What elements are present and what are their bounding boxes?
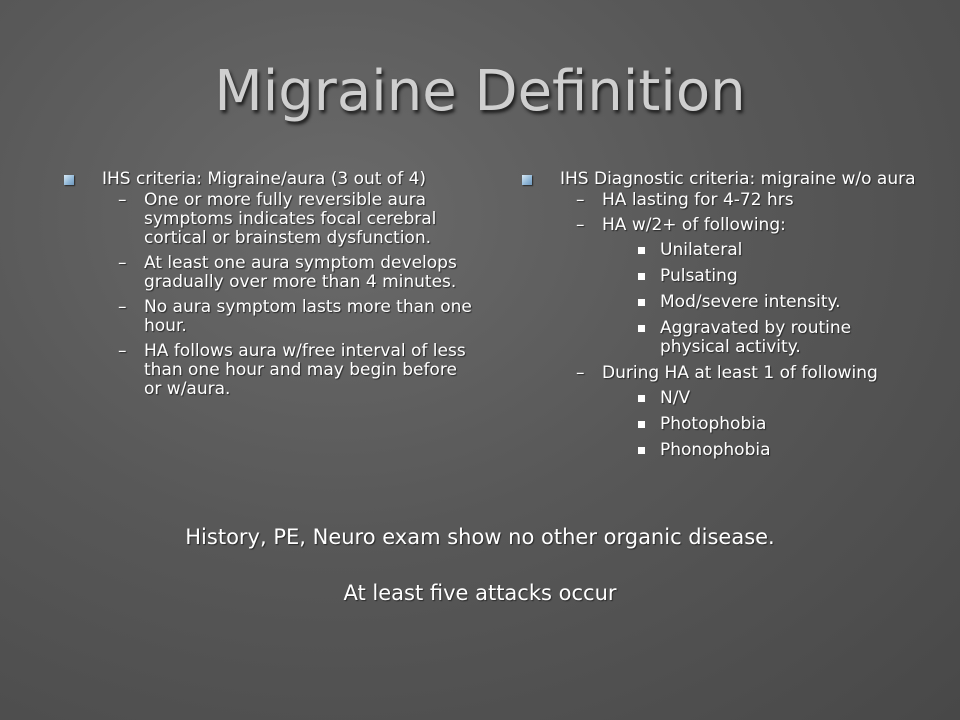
list-item-text: Photophobia <box>660 414 767 434</box>
list-item-text: Pulsating <box>660 266 738 286</box>
dash-bullet-icon: – <box>576 190 585 210</box>
right-sub-list <box>560 191 920 460</box>
right-heading: IHS Diagnostic criteria: migraine w/o aura <box>560 169 916 189</box>
footer-line-attacks: At least five attacks occur <box>343 581 617 605</box>
left-column <box>62 170 472 405</box>
list-item-text: HA lasting for 4-72 hrs <box>602 190 794 210</box>
dash-bullet-icon: – <box>118 190 127 210</box>
right-column <box>520 170 920 467</box>
dash-bullet-icon: – <box>576 215 585 235</box>
left-heading: IHS criteria: Migraine/aura (3 out of 4) <box>102 169 427 189</box>
list-item <box>602 293 920 312</box>
dash-bullet-icon: – <box>118 253 127 273</box>
left-sub-list <box>102 191 472 399</box>
list-item-text: HA follows aura w/free interval of less than one hour and may begin before or w/aura. <box>144 341 466 399</box>
small-square-bullet-icon <box>638 299 645 306</box>
list-item <box>602 389 920 408</box>
small-square-bullet-icon <box>638 247 645 254</box>
square-bullet-icon <box>522 175 532 185</box>
list-item <box>102 342 472 399</box>
square-bullet-icon <box>64 175 74 185</box>
small-square-bullet-icon <box>638 421 645 428</box>
list-item-text: At least one aura symptom develops gradually over more than 4 minutes. <box>144 253 457 292</box>
dash-bullet-icon: – <box>576 363 585 383</box>
list-item-text: One or more fully reversible aura symptoms indicates focal cerebral cortical or brainstem dysfunction. <box>144 190 437 248</box>
list-item-text: No aura symptom lasts more than one hour. <box>144 297 472 336</box>
list-item <box>102 254 472 292</box>
left-heading-item <box>62 170 472 399</box>
small-square-bullet-icon <box>638 325 645 332</box>
slide-title: Migraine Definition <box>214 59 746 124</box>
list-item <box>602 241 920 260</box>
list-item <box>602 319 920 357</box>
list-item <box>102 191 472 248</box>
list-item-text: During HA at least 1 of following <box>602 363 878 383</box>
list-item-text: HA w/2+ of following: <box>602 215 786 235</box>
list-item <box>602 441 920 460</box>
list-item-text: Unilateral <box>660 240 743 260</box>
dash-bullet-icon: – <box>118 341 127 361</box>
list-item <box>560 364 920 460</box>
list-item <box>602 267 920 286</box>
list-item <box>560 216 920 357</box>
list-item <box>602 415 920 434</box>
small-square-bullet-icon <box>638 395 645 402</box>
sub-sub-list <box>602 389 920 460</box>
small-square-bullet-icon <box>638 273 645 280</box>
footer-line-organic-disease: History, PE, Neuro exam show no other organic disease. <box>185 525 775 549</box>
sub-sub-list <box>602 241 920 357</box>
list-item-text: Aggravated by routine physical activity. <box>660 318 852 357</box>
dash-bullet-icon: – <box>118 297 127 317</box>
list-item-text: Phonophobia <box>660 440 771 460</box>
right-heading-item <box>520 170 920 460</box>
list-item <box>102 298 472 336</box>
list-item <box>560 191 920 210</box>
small-square-bullet-icon <box>638 447 645 454</box>
list-item-text: Mod/severe intensity. <box>660 292 841 312</box>
list-item-text: N/V <box>660 388 691 408</box>
